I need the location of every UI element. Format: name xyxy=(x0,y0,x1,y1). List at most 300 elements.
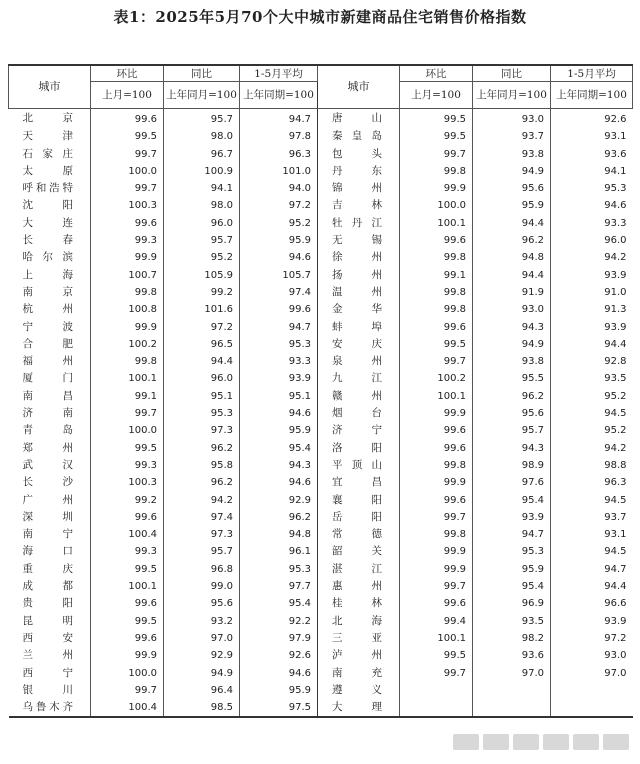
yoy-sub-right: 上年同月=100 xyxy=(473,82,551,109)
left-yoy-cell: 97.3 xyxy=(164,422,240,439)
left-mom-cell: 99.3 xyxy=(91,457,164,474)
left-yoy-cell: 105.9 xyxy=(164,267,240,284)
left-yoy-cell: 92.9 xyxy=(164,647,240,664)
left-avg-cell: 94.3 xyxy=(240,457,318,474)
table-row xyxy=(9,509,633,526)
right-avg-cell: 91.0 xyxy=(551,284,633,301)
right-city-cell: 赣州 xyxy=(318,388,400,405)
left-avg-cell: 93.3 xyxy=(240,353,318,370)
left-city-cell: 兰州 xyxy=(22,649,74,662)
left-avg-cell: 94.7 xyxy=(240,109,318,129)
table-title: 表1：2025年5月70个大中城市新建商品住宅销售价格指数 xyxy=(113,8,527,26)
left-mom-cell: 99.2 xyxy=(91,492,164,509)
right-mom-cell: 100.1 xyxy=(400,388,473,405)
left-avg-cell: 95.9 xyxy=(240,682,318,699)
table-row xyxy=(9,146,633,163)
right-yoy-cell: 93.7 xyxy=(473,128,551,145)
left-city-cell: 贵阳 xyxy=(22,597,74,610)
right-avg-cell: 92.6 xyxy=(551,109,633,129)
left-mom-cell: 100.1 xyxy=(91,370,164,387)
right-yoy-cell: 96.2 xyxy=(473,232,551,249)
right-mom-cell: 99.5 xyxy=(400,336,473,353)
right-mom-cell: 99.7 xyxy=(400,509,473,526)
right-city-cell: 桂林 xyxy=(318,595,400,612)
right-city-cell: 泸州 xyxy=(318,647,400,664)
left-avg-cell: 95.4 xyxy=(240,440,318,457)
right-yoy-cell: 93.0 xyxy=(473,301,551,318)
left-mom-cell: 99.3 xyxy=(91,232,164,249)
left-mom-cell: 99.5 xyxy=(91,440,164,457)
table-row xyxy=(9,492,633,509)
table-row xyxy=(9,647,633,664)
right-avg-cell: 97.2 xyxy=(551,630,633,647)
right-mom-cell: 99.8 xyxy=(400,457,473,474)
table-row xyxy=(9,163,633,180)
right-avg-cell: 93.9 xyxy=(551,613,633,630)
right-city-cell: 锦州 xyxy=(318,180,400,197)
left-city-cell: 厦门 xyxy=(22,372,74,385)
right-city-cell: 三亚 xyxy=(318,630,400,647)
left-yoy-cell: 95.7 xyxy=(164,109,240,129)
table-row xyxy=(9,249,633,266)
right-city-cell: 九江 xyxy=(318,370,400,387)
table-row xyxy=(9,353,633,370)
right-mom-cell: 100.0 xyxy=(400,197,473,214)
table-row xyxy=(9,284,633,301)
left-yoy-cell: 95.1 xyxy=(164,388,240,405)
left-avg-cell: 97.4 xyxy=(240,284,318,301)
left-yoy-cell: 98.5 xyxy=(164,699,240,717)
left-avg-cell: 101.0 xyxy=(240,163,318,180)
left-city-cell: 上海 xyxy=(22,268,74,281)
right-avg-cell: 93.5 xyxy=(551,370,633,387)
left-avg-cell: 95.2 xyxy=(240,215,318,232)
left-avg-cell: 97.8 xyxy=(240,128,318,145)
right-city-cell: 北海 xyxy=(318,613,400,630)
right-mom-cell: 99.8 xyxy=(400,301,473,318)
table-row xyxy=(9,422,633,439)
price-index-table xyxy=(8,64,633,718)
left-avg-cell: 96.3 xyxy=(240,146,318,163)
table-row xyxy=(9,301,633,318)
right-yoy-cell: 95.5 xyxy=(473,370,551,387)
left-avg-cell: 95.1 xyxy=(240,388,318,405)
left-mom-cell: 99.5 xyxy=(91,561,164,578)
right-city-cell: 遵义 xyxy=(318,682,400,699)
right-avg-cell: 98.8 xyxy=(551,457,633,474)
left-avg-cell: 94.0 xyxy=(240,180,318,197)
left-mom-cell: 100.8 xyxy=(91,301,164,318)
right-yoy-cell: 93.9 xyxy=(473,509,551,526)
left-city-cell: 天津 xyxy=(22,130,74,143)
table-row xyxy=(9,613,633,630)
right-avg-cell: 93.9 xyxy=(551,267,633,284)
right-yoy-cell: 93.6 xyxy=(473,647,551,664)
right-avg-cell: 93.6 xyxy=(551,146,633,163)
right-city-cell: 平顶山 xyxy=(318,457,400,474)
right-mom-cell: 99.5 xyxy=(400,128,473,145)
table-row xyxy=(9,595,633,612)
right-yoy-cell: 96.2 xyxy=(473,388,551,405)
right-mom-cell: 99.6 xyxy=(400,595,473,612)
left-city-cell: 海口 xyxy=(22,545,74,558)
left-city-cell: 哈尔滨 xyxy=(22,251,74,264)
right-avg-cell: 93.0 xyxy=(551,647,633,664)
right-yoy-cell: 95.9 xyxy=(473,197,551,214)
avg-sub-left: 上年同期=100 xyxy=(240,82,318,109)
right-city-cell: 吉林 xyxy=(318,197,400,214)
left-mom-cell: 99.1 xyxy=(91,388,164,405)
right-city-cell: 安庆 xyxy=(318,336,400,353)
right-city-cell: 无锡 xyxy=(318,232,400,249)
right-mom-cell: 99.4 xyxy=(400,613,473,630)
right-avg-cell: 94.2 xyxy=(551,249,633,266)
left-yoy-cell: 99.0 xyxy=(164,578,240,595)
right-avg-cell: 93.1 xyxy=(551,526,633,543)
right-avg-cell: 95.3 xyxy=(551,180,633,197)
left-avg-cell: 95.9 xyxy=(240,422,318,439)
left-city-cell: 乌鲁木齐 xyxy=(22,701,74,714)
left-city-cell: 南昌 xyxy=(22,389,74,402)
table-row xyxy=(9,405,633,422)
left-city-cell: 昆明 xyxy=(22,614,74,627)
right-city-cell: 温州 xyxy=(318,284,400,301)
right-yoy-cell: 95.9 xyxy=(473,561,551,578)
right-yoy-cell: 94.7 xyxy=(473,526,551,543)
table-row xyxy=(9,630,633,647)
right-yoy-cell: 97.0 xyxy=(473,665,551,682)
left-mom-cell: 99.5 xyxy=(91,613,164,630)
right-avg-cell: 96.3 xyxy=(551,474,633,491)
right-avg-cell: 95.2 xyxy=(551,422,633,439)
left-mom-cell: 100.7 xyxy=(91,267,164,284)
left-yoy-cell: 97.0 xyxy=(164,630,240,647)
right-city-cell: 洛阳 xyxy=(318,440,400,457)
left-yoy-cell: 96.2 xyxy=(164,440,240,457)
left-city-cell: 沈阳 xyxy=(22,199,74,212)
right-avg-cell: 94.7 xyxy=(551,561,633,578)
right-yoy-cell xyxy=(473,699,551,717)
right-yoy-cell: 94.3 xyxy=(473,440,551,457)
left-city-cell: 呼和浩特 xyxy=(22,182,74,195)
left-city-cell: 福州 xyxy=(22,355,74,368)
right-mom-cell: 99.6 xyxy=(400,492,473,509)
right-mom-cell: 99.1 xyxy=(400,267,473,284)
left-avg-cell: 96.2 xyxy=(240,509,318,526)
left-avg-cell: 99.6 xyxy=(240,301,318,318)
left-mom-cell: 100.4 xyxy=(91,526,164,543)
left-mom-cell: 100.0 xyxy=(91,422,164,439)
left-avg-cell: 97.2 xyxy=(240,197,318,214)
city-header-left: 城市 xyxy=(9,65,91,109)
left-mom-cell: 99.7 xyxy=(91,180,164,197)
left-yoy-cell: 96.2 xyxy=(164,474,240,491)
left-yoy-cell: 97.2 xyxy=(164,319,240,336)
table-row xyxy=(9,336,633,353)
left-mom-cell: 99.8 xyxy=(91,284,164,301)
right-yoy-cell: 98.9 xyxy=(473,457,551,474)
left-avg-cell: 97.5 xyxy=(240,699,318,717)
right-city-cell: 常德 xyxy=(318,526,400,543)
right-yoy-cell: 93.8 xyxy=(473,146,551,163)
watermark xyxy=(453,730,628,756)
left-city-cell: 南京 xyxy=(22,285,74,298)
right-city-cell: 泉州 xyxy=(318,353,400,370)
left-city-cell: 成都 xyxy=(22,580,74,593)
table-row xyxy=(9,578,633,595)
avg-header-right: 1-5月平均 xyxy=(551,65,633,82)
avg-header-left: 1-5月平均 xyxy=(240,65,318,82)
right-avg-cell: 92.8 xyxy=(551,353,633,370)
left-mom-cell: 100.1 xyxy=(91,578,164,595)
table-row xyxy=(9,319,633,336)
left-city-cell: 郑州 xyxy=(22,441,74,454)
right-city-cell: 丹东 xyxy=(318,163,400,180)
right-mom-cell: 99.6 xyxy=(400,422,473,439)
right-yoy-cell: 95.6 xyxy=(473,405,551,422)
right-city-cell: 蚌埠 xyxy=(318,319,400,336)
table-row xyxy=(9,526,633,543)
left-city-cell: 深圳 xyxy=(22,510,74,523)
left-city-cell: 广州 xyxy=(22,493,74,506)
right-yoy-cell: 95.6 xyxy=(473,180,551,197)
left-mom-cell: 100.4 xyxy=(91,699,164,717)
right-avg-cell: 93.3 xyxy=(551,215,633,232)
left-city-cell: 青岛 xyxy=(22,424,74,437)
right-city-cell: 济宁 xyxy=(318,422,400,439)
left-mom-cell: 99.6 xyxy=(91,215,164,232)
right-avg-cell: 93.7 xyxy=(551,509,633,526)
left-avg-cell: 94.6 xyxy=(240,665,318,682)
right-mom-cell: 99.9 xyxy=(400,561,473,578)
left-mom-cell: 99.6 xyxy=(91,509,164,526)
right-yoy-cell: 94.9 xyxy=(473,163,551,180)
right-avg-cell: 94.4 xyxy=(551,336,633,353)
left-yoy-cell: 94.9 xyxy=(164,665,240,682)
left-mom-cell: 100.3 xyxy=(91,197,164,214)
left-mom-cell: 99.7 xyxy=(91,682,164,699)
yoy-header-right: 同比 xyxy=(473,65,551,82)
table-row xyxy=(9,543,633,560)
left-avg-cell: 94.6 xyxy=(240,474,318,491)
left-city-cell: 长沙 xyxy=(22,476,74,489)
left-yoy-cell: 96.7 xyxy=(164,146,240,163)
right-mom-cell: 99.7 xyxy=(400,665,473,682)
left-yoy-cell: 94.4 xyxy=(164,353,240,370)
right-mom-cell: 99.8 xyxy=(400,526,473,543)
table-row xyxy=(9,561,633,578)
left-mom-cell: 99.5 xyxy=(91,128,164,145)
left-mom-cell: 99.6 xyxy=(91,109,164,129)
left-mom-cell: 99.9 xyxy=(91,647,164,664)
left-mom-cell: 100.2 xyxy=(91,336,164,353)
right-avg-cell xyxy=(551,699,633,717)
right-city-cell: 秦皇岛 xyxy=(318,128,400,145)
left-yoy-cell: 98.0 xyxy=(164,128,240,145)
left-city-cell: 大连 xyxy=(22,216,74,229)
right-avg-cell: 94.2 xyxy=(551,440,633,457)
table-row xyxy=(9,457,633,474)
right-avg-cell: 95.2 xyxy=(551,388,633,405)
left-yoy-cell: 94.2 xyxy=(164,492,240,509)
right-yoy-cell: 94.3 xyxy=(473,319,551,336)
right-city-cell: 湛江 xyxy=(318,561,400,578)
left-mom-cell: 100.3 xyxy=(91,474,164,491)
left-yoy-cell: 101.6 xyxy=(164,301,240,318)
left-avg-cell: 92.9 xyxy=(240,492,318,509)
right-mom-cell: 99.7 xyxy=(400,353,473,370)
right-avg-cell: 94.4 xyxy=(551,578,633,595)
right-yoy-cell: 96.9 xyxy=(473,595,551,612)
mom-sub-left: 上月=100 xyxy=(91,82,164,109)
left-yoy-cell: 95.7 xyxy=(164,232,240,249)
right-avg-cell: 96.0 xyxy=(551,232,633,249)
mom-header-right: 环比 xyxy=(400,65,473,82)
left-mom-cell: 100.0 xyxy=(91,665,164,682)
left-avg-cell: 94.6 xyxy=(240,249,318,266)
right-mom-cell: 99.6 xyxy=(400,319,473,336)
left-mom-cell: 99.3 xyxy=(91,543,164,560)
left-yoy-cell: 97.4 xyxy=(164,509,240,526)
right-city-cell: 包头 xyxy=(318,146,400,163)
right-yoy-cell: 94.9 xyxy=(473,336,551,353)
left-yoy-cell: 96.4 xyxy=(164,682,240,699)
right-mom-cell: 99.9 xyxy=(400,180,473,197)
right-mom-cell: 99.5 xyxy=(400,647,473,664)
right-yoy-cell: 95.3 xyxy=(473,543,551,560)
table-row xyxy=(9,180,633,197)
right-yoy-cell: 93.0 xyxy=(473,109,551,129)
left-mom-cell: 99.7 xyxy=(91,405,164,422)
right-mom-cell: 99.9 xyxy=(400,474,473,491)
table-row xyxy=(9,232,633,249)
table-row xyxy=(9,267,633,284)
left-mom-cell: 99.9 xyxy=(91,319,164,336)
yoy-sub-left: 上年同月=100 xyxy=(164,82,240,109)
left-yoy-cell: 95.7 xyxy=(164,543,240,560)
left-mom-cell: 99.6 xyxy=(91,595,164,612)
right-avg-cell: 94.6 xyxy=(551,197,633,214)
left-city-cell: 石家庄 xyxy=(22,147,74,160)
left-avg-cell: 95.4 xyxy=(240,595,318,612)
right-city-cell: 南充 xyxy=(318,665,400,682)
left-avg-cell: 97.7 xyxy=(240,578,318,595)
right-avg-cell: 94.1 xyxy=(551,163,633,180)
mom-header-left: 环比 xyxy=(91,65,164,82)
table-row xyxy=(9,440,633,457)
left-avg-cell: 93.9 xyxy=(240,370,318,387)
left-city-cell: 杭州 xyxy=(22,303,74,316)
right-yoy-cell xyxy=(473,682,551,699)
left-city-cell: 济南 xyxy=(22,407,74,420)
right-mom-cell: 99.6 xyxy=(400,232,473,249)
right-mom-cell: 99.8 xyxy=(400,249,473,266)
left-yoy-cell: 98.0 xyxy=(164,197,240,214)
right-yoy-cell: 93.8 xyxy=(473,353,551,370)
right-avg-cell: 91.3 xyxy=(551,301,633,318)
right-city-cell: 襄阳 xyxy=(318,492,400,509)
table-body xyxy=(9,109,633,718)
left-city-cell: 长春 xyxy=(22,234,74,247)
right-avg-cell: 94.5 xyxy=(551,405,633,422)
left-mom-cell: 99.7 xyxy=(91,146,164,163)
right-mom-cell: 99.5 xyxy=(400,109,473,129)
left-city-cell: 武汉 xyxy=(22,458,74,471)
right-yoy-cell: 95.4 xyxy=(473,578,551,595)
right-yoy-cell: 94.4 xyxy=(473,267,551,284)
right-city-cell: 扬州 xyxy=(318,267,400,284)
right-avg-cell: 97.0 xyxy=(551,665,633,682)
right-mom-cell xyxy=(400,682,473,699)
right-mom-cell: 99.9 xyxy=(400,543,473,560)
left-avg-cell: 95.3 xyxy=(240,336,318,353)
right-yoy-cell: 91.9 xyxy=(473,284,551,301)
mom-sub-right: 上月=100 xyxy=(400,82,473,109)
left-city-cell: 西安 xyxy=(22,631,74,644)
right-yoy-cell: 95.4 xyxy=(473,492,551,509)
yoy-header-left: 同比 xyxy=(164,65,240,82)
table-row xyxy=(9,370,633,387)
right-avg-cell: 94.5 xyxy=(551,543,633,560)
table-row xyxy=(9,682,633,699)
left-city-cell: 北京 xyxy=(22,112,74,124)
left-avg-cell: 97.9 xyxy=(240,630,318,647)
table-row xyxy=(9,474,633,491)
right-mom-cell xyxy=(400,699,473,717)
left-city-cell: 合肥 xyxy=(22,337,74,350)
left-yoy-cell: 96.5 xyxy=(164,336,240,353)
left-city-cell: 重庆 xyxy=(22,562,74,575)
right-yoy-cell: 95.7 xyxy=(473,422,551,439)
left-city-cell: 银川 xyxy=(22,683,74,696)
right-city-cell: 惠州 xyxy=(318,578,400,595)
right-city-cell: 唐山 xyxy=(318,109,400,129)
right-mom-cell: 99.8 xyxy=(400,163,473,180)
right-city-cell: 大理 xyxy=(318,699,400,717)
left-avg-cell: 95.9 xyxy=(240,232,318,249)
right-mom-cell: 99.7 xyxy=(400,146,473,163)
header-row-1 xyxy=(9,65,633,82)
right-yoy-cell: 97.6 xyxy=(473,474,551,491)
left-yoy-cell: 95.3 xyxy=(164,405,240,422)
left-yoy-cell: 95.2 xyxy=(164,249,240,266)
right-avg-cell xyxy=(551,682,633,699)
left-avg-cell: 96.1 xyxy=(240,543,318,560)
left-yoy-cell: 95.6 xyxy=(164,595,240,612)
right-avg-cell: 96.6 xyxy=(551,595,633,612)
left-city-cell: 太原 xyxy=(22,164,74,177)
right-city-cell: 牡丹江 xyxy=(318,215,400,232)
left-city-cell: 南宁 xyxy=(22,528,74,541)
left-avg-cell: 94.8 xyxy=(240,526,318,543)
right-mom-cell: 100.2 xyxy=(400,370,473,387)
avg-sub-right: 上年同期=100 xyxy=(551,82,633,109)
left-mom-cell: 99.6 xyxy=(91,630,164,647)
left-yoy-cell: 95.8 xyxy=(164,457,240,474)
table-row xyxy=(9,388,633,405)
left-avg-cell: 95.3 xyxy=(240,561,318,578)
right-mom-cell: 99.6 xyxy=(400,440,473,457)
right-city-cell: 徐州 xyxy=(318,249,400,266)
right-city-cell: 韶关 xyxy=(318,543,400,560)
right-yoy-cell: 94.4 xyxy=(473,215,551,232)
left-avg-cell: 92.2 xyxy=(240,613,318,630)
right-yoy-cell: 94.8 xyxy=(473,249,551,266)
right-city-cell: 宜昌 xyxy=(318,474,400,491)
right-yoy-cell: 93.5 xyxy=(473,613,551,630)
right-mom-cell: 99.8 xyxy=(400,284,473,301)
right-mom-cell: 99.9 xyxy=(400,405,473,422)
